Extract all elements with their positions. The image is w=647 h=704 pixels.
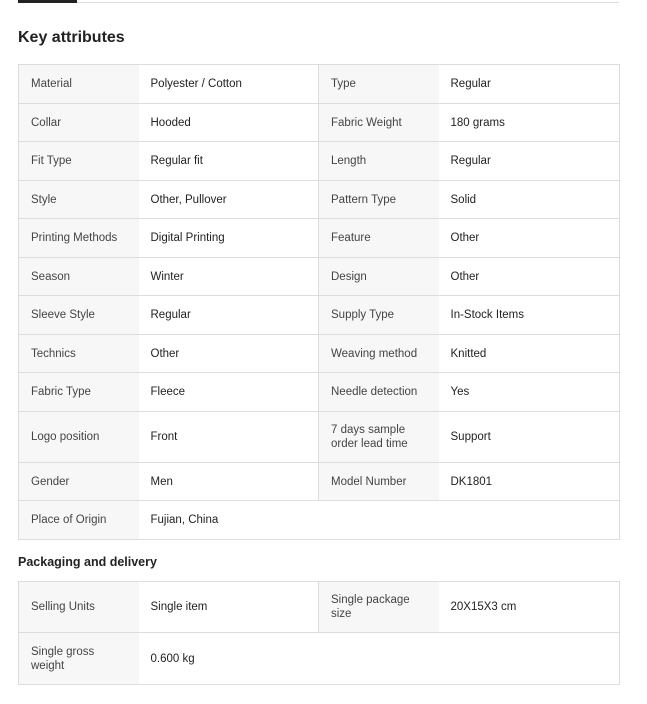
attribute-label: Sleeve Style xyxy=(19,296,139,335)
attribute-value: Front xyxy=(139,412,319,463)
attribute-value: Other xyxy=(439,219,620,258)
attribute-label: 7 days sample order lead time xyxy=(319,412,439,463)
attribute-value: Regular fit xyxy=(139,142,319,181)
table-row xyxy=(19,104,620,142)
attribute-value: Support xyxy=(439,412,620,463)
attribute-label: Material xyxy=(19,65,139,104)
attribute-label: Fabric Type xyxy=(19,373,139,412)
table-row xyxy=(19,65,620,104)
table-row xyxy=(19,633,620,685)
key-attributes-title: Key attributes xyxy=(18,29,125,46)
attribute-value: Men xyxy=(139,463,319,501)
attribute-value: Other xyxy=(139,335,319,373)
attribute-label: Printing Methods xyxy=(19,219,139,258)
attribute-value: Regular xyxy=(439,142,620,181)
attribute-label: Fabric Weight xyxy=(319,104,439,142)
attribute-label: Design xyxy=(319,258,439,296)
table-row xyxy=(19,412,620,463)
attribute-label: Single gross weight xyxy=(19,633,139,685)
attribute-label: Technics xyxy=(19,335,139,373)
attribute-value: Other, Pullover xyxy=(139,181,319,219)
active-tab-indicator[interactable] xyxy=(18,0,77,3)
table-row xyxy=(19,181,620,219)
attribute-label: Needle detection xyxy=(319,373,439,412)
top-tab-bar xyxy=(18,0,619,4)
attribute-value: In-Stock Items xyxy=(439,296,620,335)
attribute-label: Single package size xyxy=(319,582,439,633)
attribute-label: Place of Origin xyxy=(19,501,139,540)
attribute-value: Polyester / Cotton xyxy=(139,65,319,104)
attribute-value: Digital Printing xyxy=(139,219,319,258)
tab-divider xyxy=(77,2,619,3)
attribute-value: Fujian, China xyxy=(139,501,620,540)
attribute-value: Yes xyxy=(439,373,620,412)
attribute-value: Solid xyxy=(439,181,620,219)
attribute-value: Hooded xyxy=(139,104,319,142)
attribute-value: Single item xyxy=(139,582,319,633)
attribute-value: 20X15X3 cm xyxy=(439,582,620,633)
attribute-label: Logo position xyxy=(19,412,139,463)
table-row xyxy=(19,463,620,501)
attribute-label: Model Number xyxy=(319,463,439,501)
attribute-label: Length xyxy=(319,142,439,181)
key-attributes-table xyxy=(18,64,620,540)
attribute-value: Regular xyxy=(439,65,620,104)
packaging-title: Packaging and delivery xyxy=(18,555,157,569)
attribute-value: 0.600 kg xyxy=(139,633,620,685)
attribute-value: Other xyxy=(439,258,620,296)
table-row xyxy=(19,335,620,373)
attribute-label: Season xyxy=(19,258,139,296)
table-row xyxy=(19,582,620,633)
attribute-label: Weaving method xyxy=(319,335,439,373)
attribute-value: DK1801 xyxy=(439,463,620,501)
table-row xyxy=(19,258,620,296)
attribute-label: Fit Type xyxy=(19,142,139,181)
attribute-value: Fleece xyxy=(139,373,319,412)
attribute-value: Regular xyxy=(139,296,319,335)
attribute-label: Selling Units xyxy=(19,582,139,633)
attribute-label: Collar xyxy=(19,104,139,142)
attribute-value: Knitted xyxy=(439,335,620,373)
attribute-value: Winter xyxy=(139,258,319,296)
table-row xyxy=(19,501,620,540)
attribute-label: Pattern Type xyxy=(319,181,439,219)
attribute-label: Style xyxy=(19,181,139,219)
packaging-table xyxy=(18,581,620,685)
table-row xyxy=(19,296,620,335)
attribute-label: Gender xyxy=(19,463,139,501)
attribute-label: Type xyxy=(319,65,439,104)
attribute-label: Supply Type xyxy=(319,296,439,335)
table-row xyxy=(19,142,620,181)
attribute-value: 180 grams xyxy=(439,104,620,142)
table-row xyxy=(19,373,620,412)
attribute-label: Feature xyxy=(319,219,439,258)
table-row xyxy=(19,219,620,258)
